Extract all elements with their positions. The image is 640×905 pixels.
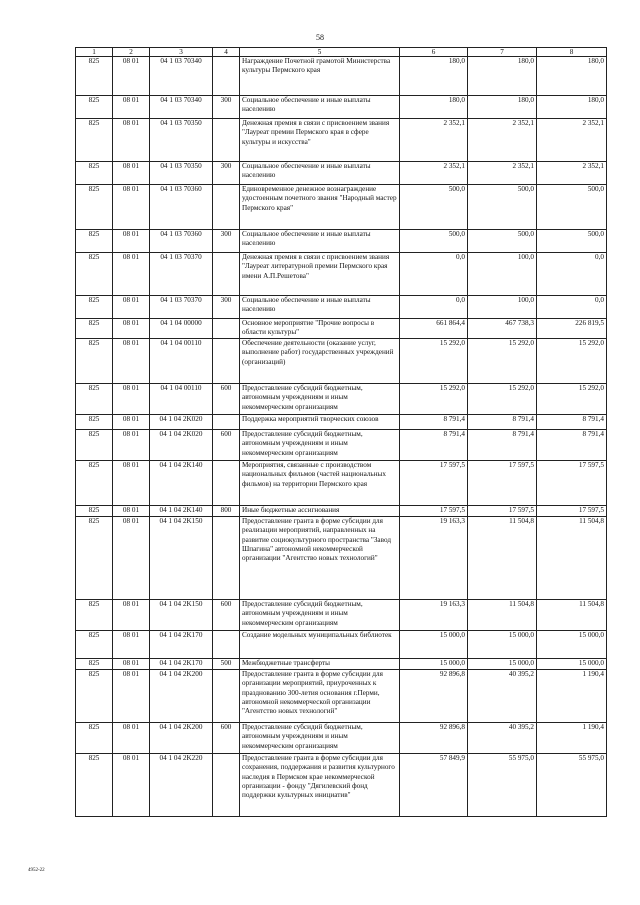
cell-expense-type: 600 [213,429,240,460]
cell-expense-type [213,414,240,429]
cell-name: Создание модельных муниципальных библиотек [240,630,400,658]
cell-amount-3: 15 000,0 [537,630,607,658]
cell-amount-2: 55 975,0 [468,753,537,816]
cell-section: 08 01 [113,630,150,658]
table-row [76,319,607,339]
cell-section: 08 01 [113,753,150,816]
column-header: 6 [400,48,468,57]
cell-ved: 825 [76,722,113,753]
cell-amount-1: 15 000,0 [400,630,468,658]
cell-expense-type: 600 [213,599,240,630]
cell-section: 08 01 [113,658,150,669]
cell-target-article: 04 1 04 2K150 [150,516,213,599]
table-row [76,505,607,516]
cell-expense-type [213,669,240,722]
cell-amount-1: 8 791,4 [400,429,468,460]
cell-expense-type: 800 [213,505,240,516]
cell-amount-2: 40 395,2 [468,722,537,753]
cell-section: 08 01 [113,460,150,505]
cell-target-article: 04 1 03 70350 [150,162,213,185]
cell-section: 08 01 [113,669,150,722]
cell-section: 08 01 [113,516,150,599]
cell-name: Предоставление гранта в форме субсидии для организации мероприятий, приуроченных к празднованию 300-летия основания г.Перми, автономной некоммерческой организации "Агентство новых технологий" [240,669,400,722]
cell-amount-3: 1 190,4 [537,722,607,753]
cell-amount-1: 500,0 [400,230,468,253]
cell-ved: 825 [76,319,113,339]
budget-table [75,47,607,817]
cell-amount-3: 15 000,0 [537,658,607,669]
table-row [76,722,607,753]
cell-amount-2: 11 504,8 [468,516,537,599]
table-row [76,383,607,414]
column-header: 1 [76,48,113,57]
cell-amount-2: 17 597,5 [468,460,537,505]
footer-code: 4952-22 [28,868,45,873]
cell-ved: 825 [76,383,113,414]
cell-expense-type [213,516,240,599]
cell-amount-2: 17 597,5 [468,505,537,516]
cell-amount-2: 2 352,1 [468,119,537,162]
table-row [76,57,607,96]
table-row [76,516,607,599]
cell-name: Денежная премия в связи с присвоением звания "Лауреат литературной премии Пермского края имени А.П.Решетова" [240,253,400,296]
table-row [76,96,607,119]
cell-target-article: 04 1 03 70360 [150,185,213,230]
column-header: 8 [537,48,607,57]
cell-section: 08 01 [113,414,150,429]
cell-expense-type: 300 [213,296,240,319]
cell-section: 08 01 [113,319,150,339]
cell-amount-1: 180,0 [400,57,468,96]
cell-amount-2: 500,0 [468,185,537,230]
cell-section: 08 01 [113,296,150,319]
cell-expense-type [213,338,240,383]
cell-ved: 825 [76,429,113,460]
cell-name: Мероприятия, связанные с производством национальных фильмов (частей национальных фильмов) на территории Пермского края [240,460,400,505]
cell-name: Предоставление гранта в форме субсидии для реализации мероприятий, направленных на развитие социокультурного пространства "Завод Шпагина" автономной некоммерческой организации "Агентство новых технологий" [240,516,400,599]
cell-amount-1: 8 791,4 [400,414,468,429]
cell-target-article: 04 1 03 70350 [150,119,213,162]
cell-amount-2: 467 738,3 [468,319,537,339]
cell-section: 08 01 [113,599,150,630]
cell-ved: 825 [76,630,113,658]
cell-name: Основное мероприятие "Прочие вопросы в области культуры" [240,319,400,339]
cell-ved: 825 [76,230,113,253]
cell-section: 08 01 [113,96,150,119]
table-row [76,658,607,669]
cell-amount-1: 15 000,0 [400,658,468,669]
cell-ved: 825 [76,669,113,722]
cell-target-article: 04 1 04 2K170 [150,658,213,669]
cell-expense-type: 600 [213,722,240,753]
cell-ved: 825 [76,96,113,119]
cell-target-article: 04 1 04 2K020 [150,414,213,429]
cell-amount-1: 500,0 [400,185,468,230]
cell-section: 08 01 [113,119,150,162]
cell-amount-1: 57 849,9 [400,753,468,816]
cell-name: Социальное обеспечение и иные выплаты населению [240,162,400,185]
cell-amount-1: 17 597,5 [400,505,468,516]
cell-ved: 825 [76,516,113,599]
table-row [76,630,607,658]
cell-amount-2: 100,0 [468,296,537,319]
cell-amount-1: 2 352,1 [400,162,468,185]
page-number: 58 [316,33,324,42]
table-row [76,338,607,383]
cell-expense-type: 300 [213,230,240,253]
cell-amount-3: 8 791,4 [537,429,607,460]
cell-ved: 825 [76,460,113,505]
cell-amount-2: 180,0 [468,57,537,96]
cell-section: 08 01 [113,722,150,753]
cell-amount-2: 11 504,8 [468,599,537,630]
cell-target-article: 04 1 04 00000 [150,319,213,339]
cell-ved: 825 [76,296,113,319]
cell-amount-3: 1 190,4 [537,669,607,722]
cell-amount-1: 15 292,0 [400,383,468,414]
cell-amount-3: 500,0 [537,230,607,253]
table-row [76,753,607,816]
cell-amount-2: 100,0 [468,253,537,296]
cell-amount-3: 55 975,0 [537,753,607,816]
cell-target-article: 04 1 04 2K150 [150,599,213,630]
cell-amount-3: 11 504,8 [537,516,607,599]
cell-amount-2: 180,0 [468,96,537,119]
cell-amount-2: 15 000,0 [468,630,537,658]
cell-ved: 825 [76,119,113,162]
cell-expense-type: 300 [213,162,240,185]
cell-amount-3: 17 597,5 [537,505,607,516]
cell-amount-1: 92 896,8 [400,669,468,722]
cell-target-article: 04 1 04 2K200 [150,669,213,722]
cell-target-article: 04 1 03 70340 [150,96,213,119]
cell-expense-type [213,185,240,230]
cell-amount-2: 15 292,0 [468,383,537,414]
cell-target-article: 04 1 03 70340 [150,57,213,96]
cell-amount-1: 19 163,3 [400,516,468,599]
cell-ved: 825 [76,185,113,230]
cell-expense-type [213,319,240,339]
cell-name: Предоставление субсидий бюджетным, автономным учреждениям и иным некоммерческим организациям [240,383,400,414]
cell-expense-type [213,630,240,658]
table-row [76,414,607,429]
table-row [76,119,607,162]
cell-amount-1: 15 292,0 [400,338,468,383]
cell-target-article: 04 1 04 2K140 [150,460,213,505]
cell-target-article: 04 1 04 00110 [150,338,213,383]
cell-name: Предоставление гранта в форме субсидии для сохранения, поддержания и развития культурного наследия в Пермском крае некоммерческой организации - фонду "Дягилевский фонд поддержки культурных инициатив" [240,753,400,816]
cell-ved: 825 [76,505,113,516]
cell-name: Награждение Почетной грамотой Министерства культуры Пермского края [240,57,400,96]
cell-amount-1: 17 597,5 [400,460,468,505]
cell-name: Социальное обеспечение и иные выплаты населению [240,296,400,319]
cell-ved: 825 [76,162,113,185]
cell-amount-3: 17 597,5 [537,460,607,505]
cell-amount-2: 8 791,4 [468,414,537,429]
cell-name: Социальное обеспечение и иные выплаты населению [240,230,400,253]
cell-ved: 825 [76,338,113,383]
cell-expense-type [213,460,240,505]
cell-section: 08 01 [113,162,150,185]
table-row [76,669,607,722]
cell-amount-1: 180,0 [400,96,468,119]
cell-target-article: 04 1 03 70370 [150,296,213,319]
cell-name: Социальное обеспечение и иные выплаты населению [240,96,400,119]
table-row [76,230,607,253]
cell-expense-type: 300 [213,96,240,119]
cell-amount-3: 2 352,1 [537,162,607,185]
cell-amount-3: 180,0 [537,96,607,119]
cell-target-article: 04 1 04 2K200 [150,722,213,753]
cell-expense-type [213,119,240,162]
header-row [76,48,607,57]
cell-amount-1: 661 864,4 [400,319,468,339]
cell-amount-2: 15 292,0 [468,338,537,383]
cell-section: 08 01 [113,185,150,230]
cell-amount-1: 92 896,8 [400,722,468,753]
cell-amount-3: 0,0 [537,253,607,296]
cell-section: 08 01 [113,338,150,383]
cell-ved: 825 [76,753,113,816]
cell-target-article: 04 1 04 00110 [150,383,213,414]
cell-expense-type [213,253,240,296]
cell-ved: 825 [76,599,113,630]
cell-section: 08 01 [113,429,150,460]
cell-amount-2: 8 791,4 [468,429,537,460]
cell-ved: 825 [76,414,113,429]
table-row [76,162,607,185]
cell-amount-1: 0,0 [400,253,468,296]
cell-name: Единовременное денежное вознаграждение удостоенным почетного звания "Народный мастер Пермского края" [240,185,400,230]
cell-amount-3: 2 352,1 [537,119,607,162]
cell-ved: 825 [76,658,113,669]
cell-amount-2: 500,0 [468,230,537,253]
cell-name: Денежная премия в связи с присвоением звания "Лауреат премии Пермского края в сфере культуры и искусства" [240,119,400,162]
cell-name: Предоставление субсидий бюджетным, автономным учреждениям и иным некоммерческим организациям [240,722,400,753]
cell-amount-2: 2 352,1 [468,162,537,185]
table-row [76,185,607,230]
cell-target-article: 04 1 04 2K020 [150,429,213,460]
cell-expense-type [213,753,240,816]
table-row [76,599,607,630]
cell-section: 08 01 [113,57,150,96]
table-row [76,253,607,296]
cell-section: 08 01 [113,253,150,296]
cell-amount-2: 40 395,2 [468,669,537,722]
cell-amount-1: 2 352,1 [400,119,468,162]
cell-name: Поддержка мероприятий творческих союзов [240,414,400,429]
cell-ved: 825 [76,57,113,96]
cell-amount-2: 15 000,0 [468,658,537,669]
cell-name: Межбюджетные трансферты [240,658,400,669]
cell-section: 08 01 [113,383,150,414]
cell-section: 08 01 [113,505,150,516]
table-row [76,296,607,319]
column-header: 7 [468,48,537,57]
cell-target-article: 04 1 04 2K220 [150,753,213,816]
cell-amount-3: 180,0 [537,57,607,96]
cell-name: Предоставление субсидий бюджетным, автономным учреждениям и иным некоммерческим организациям [240,599,400,630]
cell-amount-3: 0,0 [537,296,607,319]
table-row [76,460,607,505]
cell-name: Предоставление субсидий бюджетным, автономным учреждениям и иным некоммерческим организациям [240,429,400,460]
cell-expense-type: 600 [213,383,240,414]
cell-target-article: 04 1 03 70360 [150,230,213,253]
cell-amount-3: 226 819,5 [537,319,607,339]
cell-amount-3: 8 791,4 [537,414,607,429]
cell-name: Обеспечение деятельности (оказание услуг, выполнение работ) государственных учреждений (организаций) [240,338,400,383]
column-header: 2 [113,48,150,57]
cell-ved: 825 [76,253,113,296]
table-row [76,429,607,460]
column-header: 4 [213,48,240,57]
cell-amount-1: 19 163,3 [400,599,468,630]
cell-target-article: 04 1 04 2K170 [150,630,213,658]
cell-expense-type [213,57,240,96]
cell-expense-type: 500 [213,658,240,669]
cell-amount-3: 15 292,0 [537,338,607,383]
cell-amount-3: 15 292,0 [537,383,607,414]
cell-amount-3: 500,0 [537,185,607,230]
cell-target-article: 04 1 03 70370 [150,253,213,296]
column-header: 5 [240,48,400,57]
cell-name: Иные бюджетные ассигнования [240,505,400,516]
cell-section: 08 01 [113,230,150,253]
column-header: 3 [150,48,213,57]
cell-amount-1: 0,0 [400,296,468,319]
cell-amount-3: 11 504,8 [537,599,607,630]
cell-target-article: 04 1 04 2K140 [150,505,213,516]
